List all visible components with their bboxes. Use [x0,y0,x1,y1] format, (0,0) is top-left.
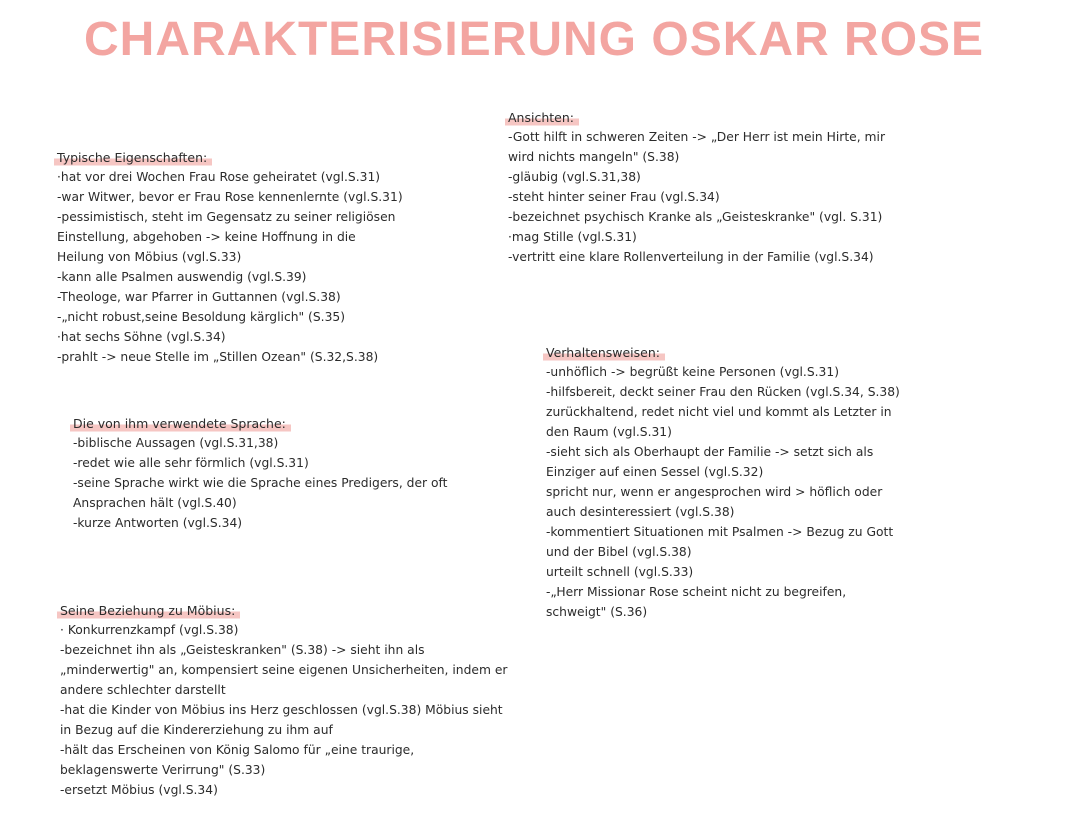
text-line: -steht hinter seiner Frau (vgl.S.34) [508,190,720,204]
text-line: -hat die Kinder von Möbius ins Herz geschlossen (vgl.S.38) Möbius sieht [60,703,503,717]
text-line: „minderwertig" an, kompensiert seine eigenen Unsicherheiten, indem er [60,663,508,677]
text-line: -war Witwer, bevor er Frau Rose kennenlernte (vgl.S.31) [57,190,403,204]
text-line: auch desinteressiert (vgl.S.38) [546,505,735,519]
text-line: -seine Sprache wirkt wie die Sprache eines Predigers, der oft [73,476,448,490]
text-line: in Bezug auf die Kindererziehung zu ihm auf [60,723,333,737]
text-line: -„nicht robust,seine Besoldung kärglich" (S.35) [57,310,346,324]
text-line: und der Bibel (vgl.S.38) [546,545,692,559]
text-line: zurückhaltend, redet nicht viel und kommt als Letzter in [546,405,892,419]
text-line: ·hat vor drei Wochen Frau Rose geheiratet (vgl.S.31) [57,170,381,184]
text-line: beklagenswerte Verirrung" (S.33) [60,763,266,777]
section-heading: Verhaltensweisen: [543,344,665,362]
text-line: -vertritt eine klare Rollenverteilung in der Familie (vgl.S.34) [508,250,874,264]
text-line: -hilfsbereit, deckt seiner Frau den Rücken (vgl.S.34, S.38) [546,385,900,399]
page-title: CHARAKTERISIERUNG OSKAR ROSE [84,13,985,66]
section-lines [73,433,447,533]
text-line: ·mag Stille (vgl.S.31) [508,230,637,244]
text-line: wird nichts mangeln" (S.38) [508,150,680,164]
text-line: Heilung von Möbius (vgl.S.33) [57,250,242,264]
text-line: -biblische Aussagen (vgl.S.31,38) [73,436,279,450]
text-line: ·hat sechs Söhne (vgl.S.34) [57,330,226,344]
text-line: -bezeichnet psychisch Kranke als „Geisteskranke" (vgl. S.31) [508,210,883,224]
section-heading: Die von ihm verwendete Sprache: [70,415,291,433]
text-line: den Raum (vgl.S.31) [546,425,672,439]
section-lines [57,167,403,367]
text-line: · Konkurrenzkampf (vgl.S.38) [60,623,239,637]
text-line: -pessimistisch, steht im Gegensatz zu seiner religiösen [57,210,396,224]
section-sprache [73,413,447,533]
text-line: urteilt schnell (vgl.S.33) [546,565,694,579]
text-line: schweigt" (S.36) [546,605,648,619]
text-line: -prahlt -> neue Stelle im „Stillen Ozean" (S.32,S.38) [57,350,379,364]
text-line: -ersetzt Möbius (vgl.S.34) [60,783,218,797]
text-line: -bezeichnet ihn als „Geisteskranken" (S.38) -> sieht ihn als [60,643,425,657]
text-line: -„Herr Missionar Rose scheint nicht zu begreifen, [546,585,847,599]
section-heading: Seine Beziehung zu Möbius: [57,602,240,620]
text-line: -kann alle Psalmen auswendig (vgl.S.39) [57,270,307,284]
text-line: -sieht sich als Oberhaupt der Familie -> setzt sich als [546,445,874,459]
text-line: -kommentiert Situationen mit Psalmen -> Bezug zu Gott [546,525,894,539]
section-verhaltensweisen [546,342,900,622]
text-line: Einstellung, abgehoben -> keine Hoffnung in die [57,230,356,244]
section-typische-eigenschaften [57,147,403,367]
text-line: -Gott hilft in schweren Zeiten -> „Der Herr ist mein Hirte, mir [508,130,886,144]
text-line: -Theologe, war Pfarrer in Guttannen (vgl.S.38) [57,290,341,304]
section-heading: Typische Eigenschaften: [54,149,212,167]
section-ansichten [508,107,885,267]
text-line: Ansprachen hält (vgl.S.40) [73,496,237,510]
section-beziehung-moebius [60,600,507,800]
text-line: -redet wie alle sehr förmlich (vgl.S.31) [73,456,309,470]
section-heading: Ansichten: [505,109,579,127]
text-line: spricht nur, wenn er angesprochen wird > höflich oder [546,485,883,499]
text-line: Einziger auf einen Sessel (vgl.S.32) [546,465,764,479]
section-lines [508,127,885,267]
text-line: -hält das Erscheinen von König Salomo für „eine traurige, [60,743,415,757]
text-line: andere schlechter darstellt [60,683,226,697]
text-line: -unhöflich -> begrüßt keine Personen (vgl.S.31) [546,365,840,379]
text-line: -gläubig (vgl.S.31,38) [508,170,641,184]
section-lines [546,362,900,622]
section-lines [60,620,507,800]
text-line: -kurze Antworten (vgl.S.34) [73,516,243,530]
